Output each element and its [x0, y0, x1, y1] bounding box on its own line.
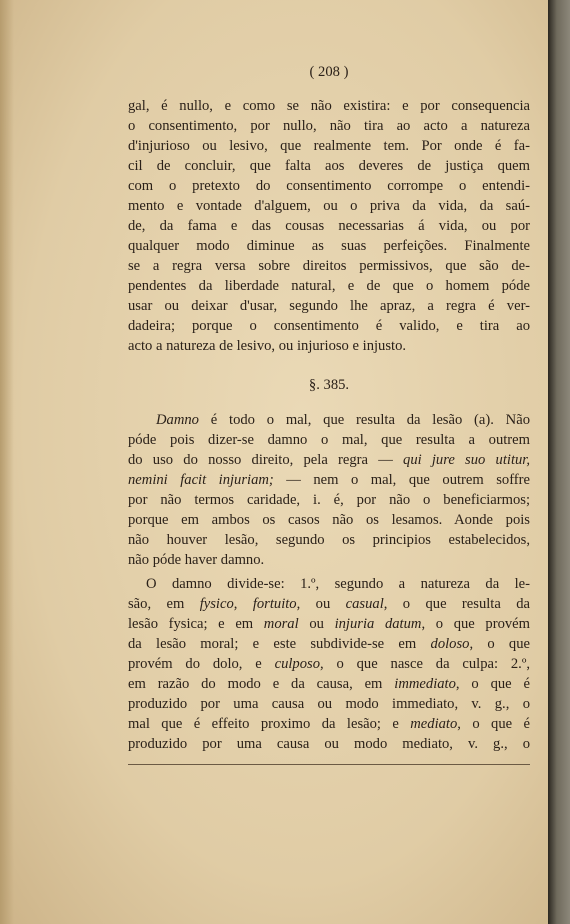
body-line: mento e vontade d'alguem, ou o priva da vida, da saú- [128, 198, 530, 214]
term-damno: Damno [156, 412, 199, 428]
section-line: da lesão moral; e este subdivide-se em doloso, o que [128, 636, 530, 652]
section-line: O damno divide-se: 1.º, segundo a natureza da le- [146, 576, 530, 592]
page-number: ( 208 ) [309, 64, 349, 80]
section-line: póde pois dizer-se damno o mal, que resulta a outrem [128, 432, 530, 448]
section-line: em razão do modo e da causa, em immediato, o que é [128, 676, 530, 692]
section-line: produzido por uma causa ou modo immediato, v. g., o [128, 696, 530, 712]
body-line: pendentes da liberdade natural, e de que o homem póde [128, 278, 530, 294]
section-line: provém do dolo, e culposo, o que nasce da culpa: 2.º, [128, 656, 530, 672]
body-line: se a regra versa sobre direitos permissivos, que são de- [128, 258, 530, 274]
body-line: acto a natureza de lesivo, ou injurioso e injusto. [128, 338, 407, 354]
section-line: por não termos caridade, i. é, por não o beneficiarmos; [128, 492, 530, 508]
body-line: usar ou deixar d'usar, segundo lhe apraz, a regra é ver- [128, 298, 530, 314]
footnote-rule [128, 764, 530, 765]
section-line: não houver lesão, segundo os principios estabelecidos, [128, 532, 530, 548]
latin-maxim: qui jure suo utitur, [403, 452, 530, 468]
body-line: cil de concluir, que falta aos deveres de justiça quem [128, 158, 530, 174]
section-line: são, em fysico, fortuito, ou casual, o que resulta da [128, 596, 530, 612]
adjacent-page-edge [548, 0, 570, 924]
page-gutter [0, 0, 14, 924]
body-line: de, da fama e das cousas necessarias á vida, ou por [128, 218, 530, 234]
section-line: porque em ambos os casos não os lesamos. Aonde pois [128, 512, 530, 528]
latin-maxim: nemini facit injuriam; [128, 472, 274, 488]
section-heading: §. 385. [308, 377, 350, 393]
section-line: Damno é todo o mal, que resulta da lesão (a). Não [156, 412, 530, 428]
section-line: produzido por uma causa ou modo mediato, v. g., o [128, 736, 530, 752]
body-line: gal, é nullo, e como se não existira: e por consequencia [128, 98, 530, 114]
body-line: dadeira; porque o consentimento é valido, e tira ao [128, 318, 530, 334]
body-line: com o pretexto do consentimento corrompe o entendi- [128, 178, 530, 194]
body-line: o consentimento, por nullo, não tira ao acto a natureza [128, 118, 530, 134]
section-line: lesão fysica; e em moral ou injuria datum, o que provém [128, 616, 530, 632]
section-line: mal que é effeito proximo da lesão; e mediato, o que é [128, 716, 530, 732]
section-line: do uso do nosso direito, pela regra — qui jure suo utitur, [128, 452, 530, 468]
body-line: qualquer modo diminue as suas perfeições. Finalmente [128, 238, 530, 254]
section-line: não póde haver damno. [128, 552, 265, 568]
body-line: d'injurioso ou lesivo, que realmente tem. Por onde é fa- [128, 138, 530, 154]
section-line: nemini facit injuriam; — nem o mal, que outrem soffre [128, 472, 531, 488]
